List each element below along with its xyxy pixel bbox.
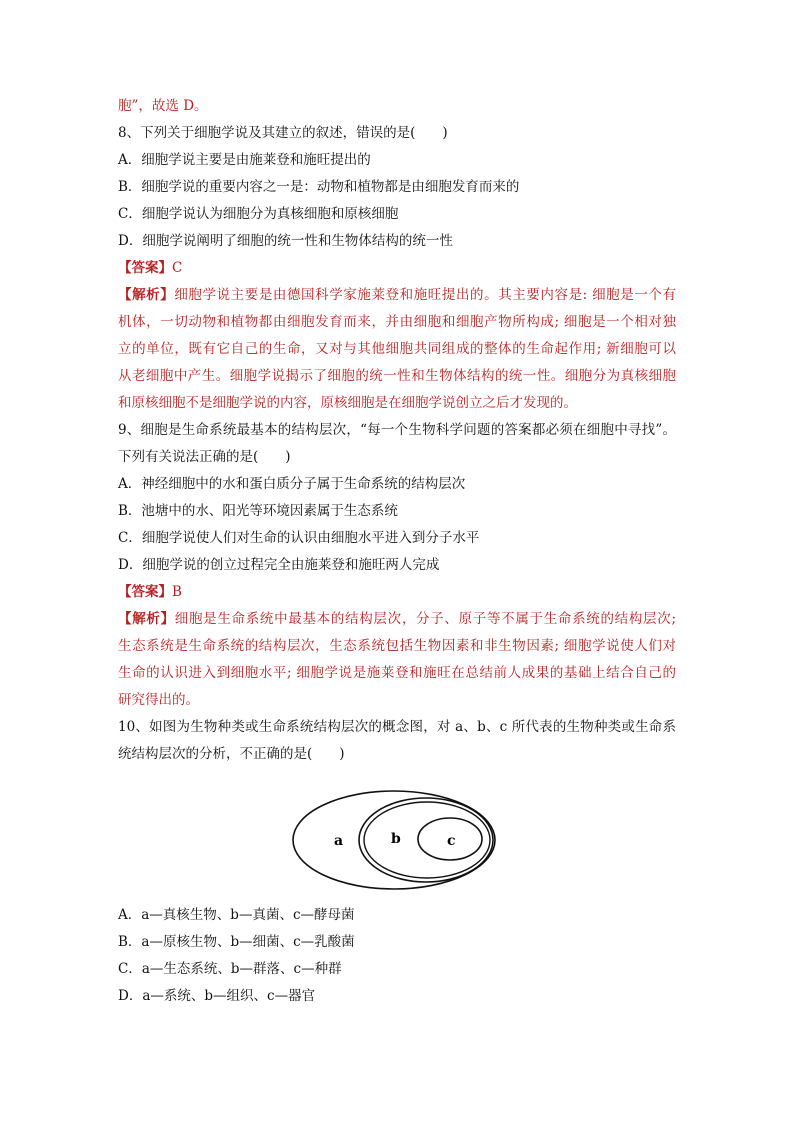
ellipse-b-inner — [364, 802, 490, 878]
q8-stem: 8、下列关于细胞学说及其建立的叙述，错误的是( ) — [118, 125, 448, 141]
q8-analysis-line: 立的单位，既有它自己的生命，又对与其他细胞共同组成的整体的生命起作用; 新细胞可以 — [118, 341, 676, 357]
q9-option-c: C．细胞学说使人们对生命的认识由细胞水平进入到分子水平 — [118, 530, 480, 546]
q9-analysis-line: 【解析】细胞是生命系统中最基本的结构层次，分子、原子等不属于生命系统的结构层次; — [118, 611, 676, 627]
q8-analysis-line: 和原核细胞不是细胞学说的内容，原核细胞是在细胞学说创立之后才发现的。 — [118, 395, 577, 411]
q9-stem: 下列有关说法正确的是( ) — [118, 449, 291, 465]
q8-option-a: A．细胞学说主要是由施莱登和施旺提出的 — [118, 152, 371, 168]
q9-option-a: A．神经细胞中的水和蛋白质分子属于生命系统的结构层次 — [118, 476, 466, 492]
label-c: c — [447, 833, 456, 849]
q8-option-b: B．细胞学说的重要内容之一是：动物和植物都是由细胞发育而来的 — [118, 179, 520, 195]
nested-concept-diagram — [290, 788, 502, 894]
q9-analysis-line: 研究得出的。 — [118, 692, 199, 708]
previous-answer-tail: 胞”，故选 D。 — [118, 98, 208, 114]
label-a: a — [334, 833, 344, 849]
q9-analysis-line: 生态系统是生命系统的结构层次，生态系统包括生物因素和非生物因素; 细胞学说使人们对 — [118, 638, 676, 654]
q8-analysis-line: 【解析】细胞学说主要是由德国科学家施莱登和施旺提出的。其主要内容是: 细胞是一个有 — [118, 287, 676, 303]
q8-analysis-line: 从老细胞中产生。细胞学说揭示了细胞的统一性和生物体结构的统一性。细胞分为真核细胞 — [118, 368, 676, 384]
answer-label: 【答案】 — [118, 584, 172, 600]
q9-option-b: B．池塘中的水、阳光等环境因素属于生态系统 — [118, 503, 398, 519]
q8-option-c: C．细胞学说认为细胞分为真核细胞和原核细胞 — [118, 206, 399, 222]
q8-analysis-line: 机体，一切动物和植物都由细胞发育而来，并由细胞和细胞产物所构成; 细胞是一个相对独 — [118, 314, 676, 330]
q8-answer — [118, 258, 182, 278]
q10-option-a: A．a—真核生物、b—真菌、c—酵母菌 — [118, 907, 355, 923]
q10-option-d: D．a—系统、b—组织、c—器官 — [118, 988, 316, 1004]
answer-value: C — [172, 260, 183, 276]
q8-option-d: D．细胞学说阐明了细胞的统一性和生物体结构的统一性 — [118, 233, 453, 249]
answer-label: 【答案】 — [118, 260, 172, 276]
q9-analysis-line: 生命的认识进入到细胞水平; 细胞学说是施莱登和施旺在总结前人成果的基础上结合自己的 — [118, 665, 676, 681]
q10-option-b: B．a—原核生物、b—细菌、c—乳酸菌 — [118, 934, 355, 950]
label-b: b — [391, 831, 401, 847]
q10-stem: 10、如图为生物种类或生命系统结构层次的概念图，对 a、b、c 所代表的生物种类或生命系 — [118, 719, 676, 735]
answer-value: B — [172, 584, 182, 600]
q9-stem: 9、细胞是生命系统最基本的结构层次，“每一个生物科学问题的答案都必须在细胞中寻找”。 — [118, 422, 676, 438]
q9-option-d: D．细胞学说的创立过程完全由施莱登和施旺两人完成 — [118, 557, 440, 573]
q10-option-c: C．a—生态系统、b—群落、c—种群 — [118, 961, 342, 977]
analysis-label: 【解析】 — [118, 287, 175, 303]
analysis-label: 【解析】 — [118, 611, 175, 627]
q10-stem: 统结构层次的分析，不正确的是( ) — [118, 746, 345, 762]
q9-answer — [118, 582, 182, 602]
ellipse-b — [359, 798, 493, 882]
